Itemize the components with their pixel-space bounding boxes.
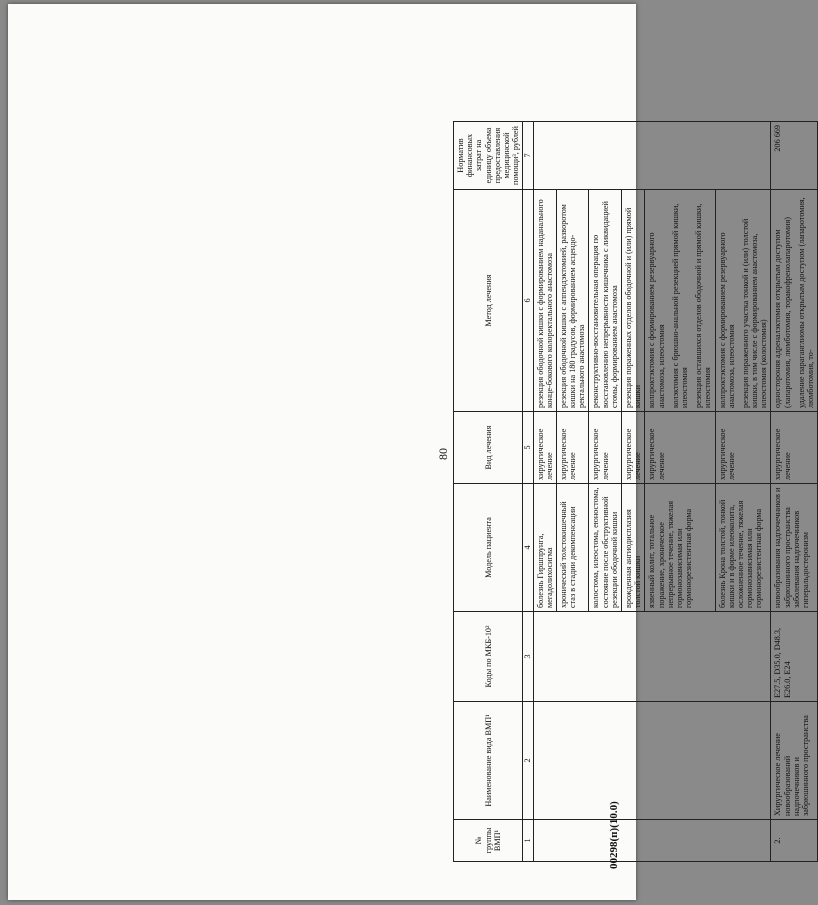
- group-number: 2.: [771, 820, 818, 862]
- treatment-method: удаление параганглиомы открытым доступом (лапаротомия, люмботомия, то-: [796, 197, 815, 408]
- header-icd-codes: Коды по МКБ-10²: [454, 612, 523, 702]
- treatment-type: хирургическое лечение: [645, 412, 715, 484]
- treatment-type: хирургическое лечение: [589, 412, 622, 484]
- document-page: [8, 4, 815, 900]
- icd-codes: [622, 612, 645, 702]
- treatment-method: резекция ободочной кишки с формированием наданального конце-бокового колоректального анастомоза: [535, 199, 554, 408]
- column-number: 4: [523, 484, 533, 612]
- table-row: [533, 122, 556, 862]
- table-row: [589, 122, 622, 862]
- vmp-name: [622, 702, 645, 820]
- treatment-methods: [622, 190, 645, 412]
- table-row: [622, 122, 645, 862]
- vmp-name: [645, 702, 715, 820]
- document-code: 00298(п)(10.0): [608, 801, 620, 869]
- vmp-name: Хирургическое лечение новообразований надпочечников и забрюшинного пространства: [771, 702, 818, 820]
- treatment-methods: [556, 190, 589, 412]
- cost-norm: [622, 122, 645, 190]
- treatment-type: хирургическое лечение: [771, 412, 818, 484]
- vmp-name: [533, 702, 556, 820]
- treatment-type: хирургическое лечение: [622, 412, 645, 484]
- table-row: [556, 122, 589, 862]
- patient-model: врожденная ангиодисплазия толстой кишки: [622, 484, 645, 612]
- cost-norm: 206 669: [771, 122, 818, 190]
- icd-codes: [589, 612, 622, 702]
- page-number: 80: [436, 448, 450, 460]
- header-group-number: № группы ВМП¹: [454, 820, 523, 862]
- header-cost-norm: Норматив финансовых затрат на единицу объема предоставления медицинской помощи³, рублей: [454, 122, 523, 190]
- treatment-methods: [589, 190, 622, 412]
- treatment-methods: [771, 190, 818, 412]
- vmp-name: [715, 702, 771, 820]
- cost-norm: [645, 122, 715, 190]
- treatment-type: хирургическое лечение: [533, 412, 556, 484]
- group-number: [645, 820, 715, 862]
- cost-norm: [556, 122, 589, 190]
- treatment-methods: [645, 190, 715, 412]
- table-row: [715, 122, 771, 862]
- group-number: [622, 820, 645, 862]
- patient-model: язвенный колит, тотальное поражение, хроническое непрерывное течение, тяжелая гормонозависимая или гормонорезистентная форма: [645, 484, 715, 612]
- treatment-type: хирургическое лечение: [556, 412, 589, 484]
- column-number: 6: [523, 190, 533, 412]
- treatment-method: колэктомия с брюшно-анальной резекцией прямой кишки, илеостомия: [670, 203, 689, 408]
- header-treatment-method: Метод лечения: [454, 190, 523, 412]
- vmp-name: [556, 702, 589, 820]
- vmp-table: [453, 121, 818, 862]
- group-number: [715, 820, 771, 862]
- treatment-method: резекция пораженного участка тонкой и (или) толстой кишки, в том числе с формированием анастомоза, илеостомия (колостомия): [740, 218, 769, 408]
- cost-norm: [533, 122, 556, 190]
- treatment-methods: [715, 190, 771, 412]
- group-number: [556, 820, 589, 862]
- treatment-method: резекция пораженных отделов ободочной и (или) прямой кишки: [624, 207, 643, 408]
- treatment-type: хирургическое лечение: [715, 412, 771, 484]
- icd-codes: [556, 612, 589, 702]
- treatment-methods: [533, 190, 556, 412]
- column-number: 3: [523, 612, 533, 702]
- header-vmp-name: Наименование вида ВМП¹: [454, 702, 523, 820]
- patient-model: новообразования надпочечников и забрюшинного пространства заболевания надпочечников гиперальдостеронизм: [771, 484, 818, 612]
- group-number: [533, 820, 556, 862]
- icd-codes: [533, 612, 556, 702]
- table-header-row: [454, 122, 523, 862]
- icd-codes: [645, 612, 715, 702]
- treatment-method: колпроктэктомия с формированием резервуарного анастомоза, илеостомия: [717, 232, 736, 408]
- treatment-method: реконструктивно-восстановительная операция по восстановлению непрерывности кишечника с ликвидацией стомы, формированием анастомоза: [591, 201, 619, 408]
- table-row: [645, 122, 715, 862]
- patient-model: колостома, илеостома, еюностома, состояние после обструктивной резекции ободочной кишки: [589, 484, 622, 612]
- header-treatment-type: Вид лечения: [454, 412, 523, 484]
- column-number: 2: [523, 702, 533, 820]
- column-number: 1: [523, 820, 533, 862]
- cost-norm: [715, 122, 771, 190]
- cost-norm: [589, 122, 622, 190]
- icd-codes: E27.5, D35.0, D48.3, E26.0, E24: [771, 612, 818, 702]
- rotated-page-content: [8, 10, 815, 874]
- column-number: 7: [523, 122, 533, 190]
- table-row: [771, 122, 818, 862]
- treatment-method: резекция ободочной кишки с аппендэктомией, разворотом кишки на 180 градусов, формированием асцендо-ректального анастомоза: [558, 204, 587, 408]
- header-patient-model: Модель пациента: [454, 484, 523, 612]
- patient-model: болезнь Крона толстой, тонкой кишки и в форме илеоколита, осложненное течение, тяжелая гормонозависимая или гормонорезистентная форма: [715, 484, 771, 612]
- treatment-method: колпроктэктомия с формированием резервуарного анастомоза, илеостомия: [647, 232, 666, 408]
- patient-model: болезнь Гиршпрунга, мегадолихосигма: [533, 484, 556, 612]
- treatment-method: одностороняя адреналэктомия открытым доступом (лапаротомия, люмботомия, торакофренолапаротомия): [773, 216, 792, 408]
- treatment-method: резекция оставшихся отделов ободочной и прямой кишки, илеостомия: [694, 203, 713, 408]
- column-numbers-row: [523, 122, 533, 862]
- patient-model: хронический толстокишечный стаз в стадии декомпенсации: [556, 484, 589, 612]
- column-number: 5: [523, 412, 533, 484]
- icd-codes: [715, 612, 771, 702]
